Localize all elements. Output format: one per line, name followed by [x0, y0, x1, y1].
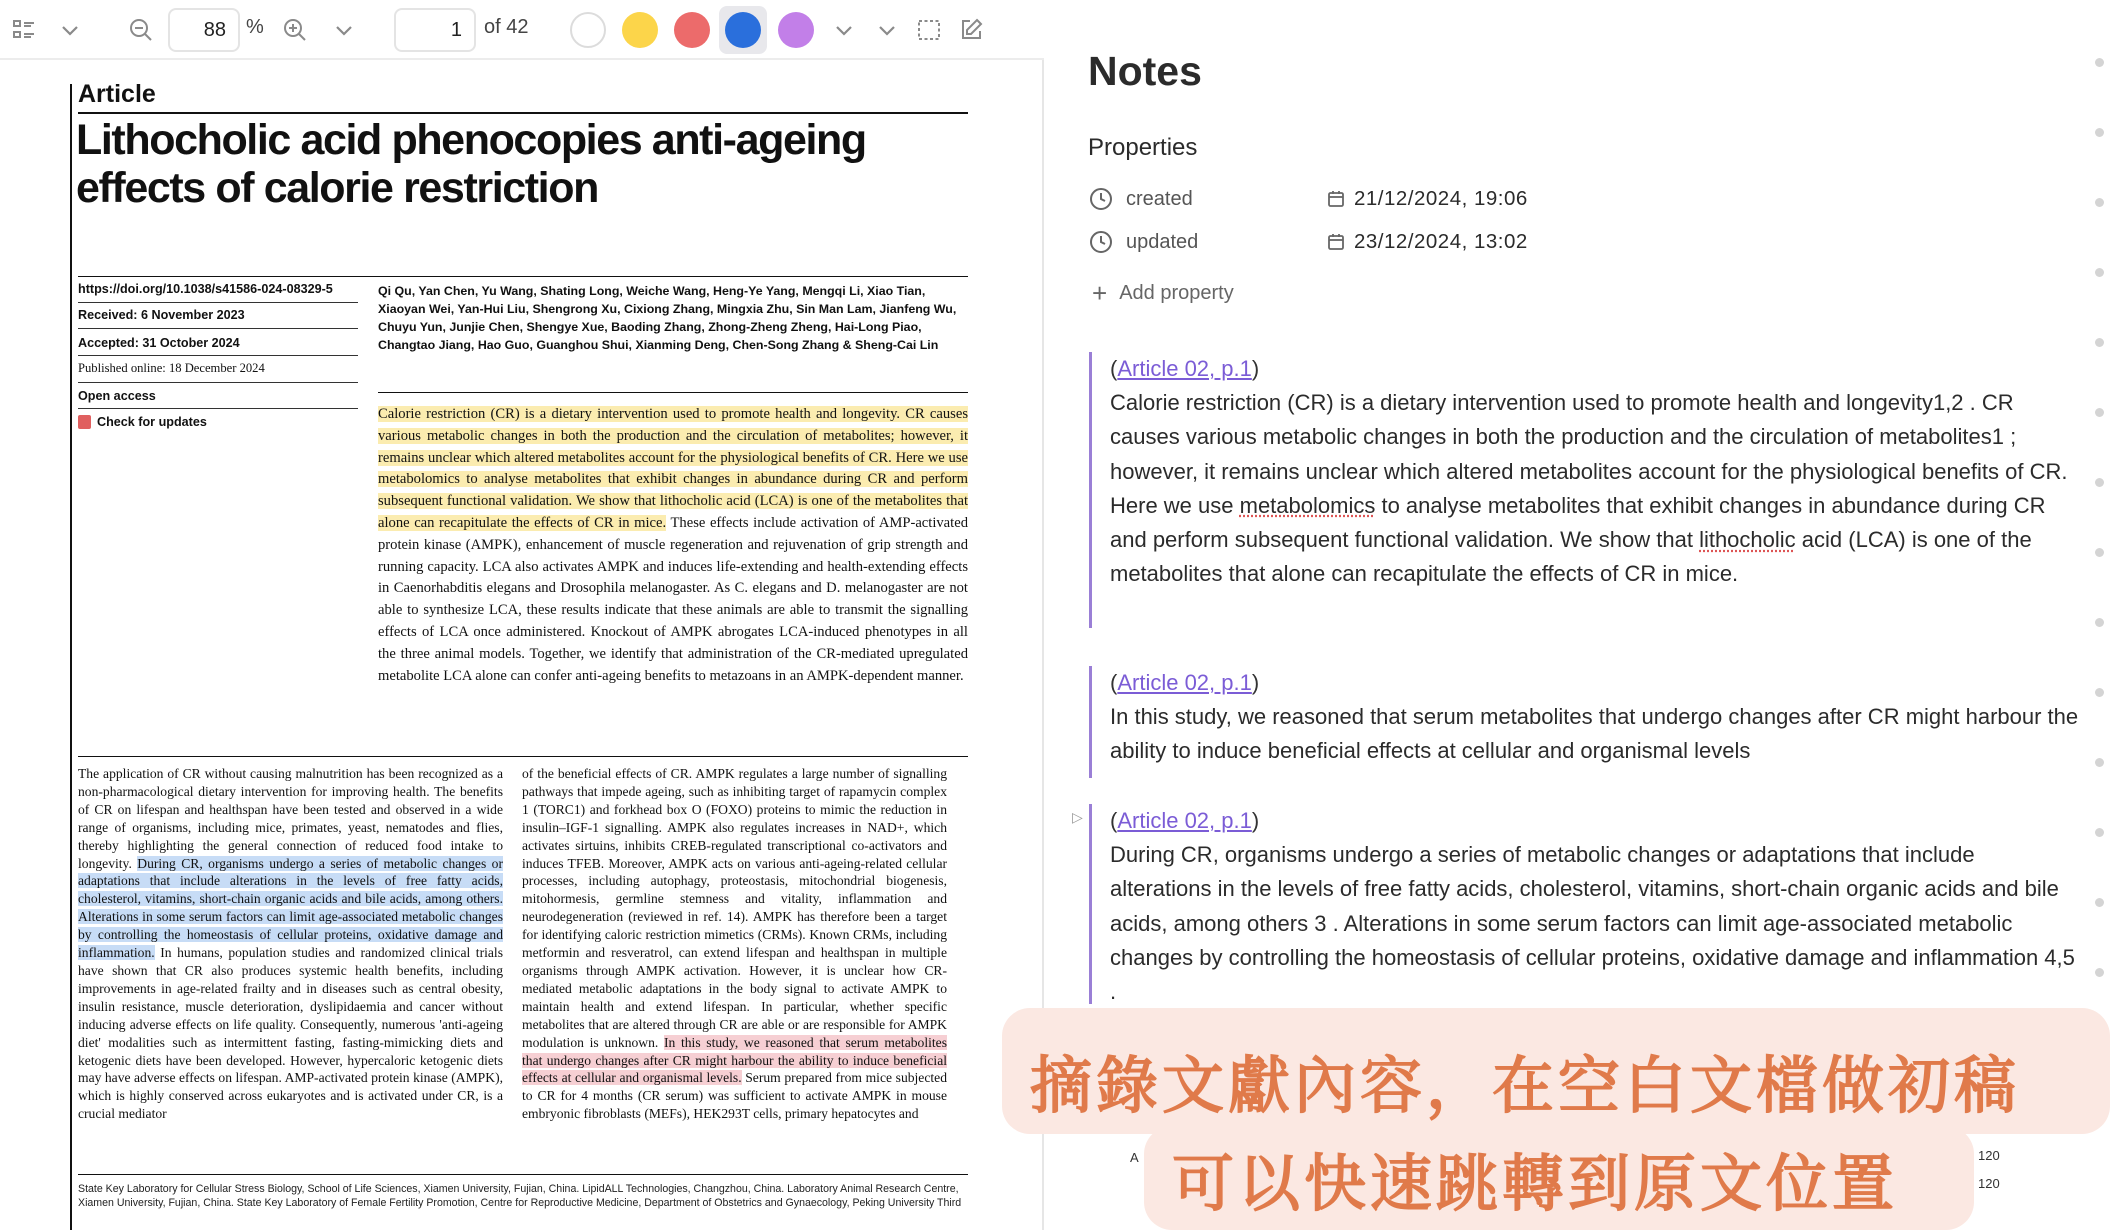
clock-icon	[1088, 186, 1114, 212]
area-select-icon[interactable]	[914, 14, 944, 46]
background-tick-label: 120	[1978, 1148, 2000, 1163]
accepted-date: Accepted: 31 October 2024	[78, 336, 240, 350]
outline-dot[interactable]	[2095, 828, 2104, 837]
check-updates-icon	[78, 415, 91, 429]
source-link[interactable]: Article 02, p.1	[1117, 670, 1252, 695]
caption-line-1: 摘錄文獻內容，在空白文檔做初稿	[1030, 1049, 2021, 1122]
callout-text-segment: acid (LCA) is one of the metabolites that alone can recapitulate the effects of CR in mice.	[1110, 527, 2032, 587]
zoom-input[interactable]: 88	[168, 8, 240, 52]
color-swatch-red[interactable]	[674, 12, 710, 48]
callout-text: In this study, we reasoned that serum metabolites that undergo changes after CR might harbour the ability to induce beneficial effects at cellular and organismal levels	[1110, 704, 2079, 764]
plus-icon: +	[1092, 278, 1108, 308]
callout-text	[1110, 386, 2079, 592]
article-label: Article	[78, 80, 156, 108]
meta-top-rule	[78, 276, 968, 277]
outline-dot[interactable]	[2095, 338, 2104, 347]
property-updated[interactable]	[1088, 227, 1528, 257]
calendar-icon	[1326, 189, 1346, 209]
zoom-out-icon[interactable]	[126, 14, 156, 46]
zoom-unit: %	[246, 16, 264, 38]
zoom-in-icon[interactable]	[280, 14, 310, 46]
caption-line-2: 可以快速跳轉到原文位置	[1172, 1147, 1899, 1220]
body-highlight-red[interactable]: In this study, we reasoned that serum metabolites that undergo changes after CR might harbour the ability to induce beneficial effects at cellular and organismal levels.	[522, 1034, 947, 1086]
body-column-right	[522, 765, 947, 1123]
meta-divider	[78, 328, 358, 329]
footnote-rule	[78, 1174, 968, 1175]
callout-source: (Article 02, p.1)	[1110, 808, 1260, 833]
page-total: of 42	[484, 16, 529, 38]
add-property-label: Add property	[1119, 281, 1234, 304]
outline-dot[interactable]	[2095, 968, 2104, 977]
edit-icon[interactable]	[956, 14, 986, 46]
zoom-menu-chevron-icon[interactable]	[330, 14, 358, 46]
page-number-input[interactable]: 1	[394, 8, 476, 52]
body-column-left	[78, 765, 503, 1123]
highlight-callout[interactable]	[1072, 804, 2079, 1005]
affiliations: State Key Laboratory for Cellular Stress Biology, School of Life Sciences, Xiamen University, Fujian, China. LipidALL Technologies, Changzhou, China. Laboratory Animal Research Centre, Xiamen University, Fujian, China. State Key Laboratory of Female Fertility Promotion, Centre for Reproductive Medicine, Department of Obstetrics and Gynaecology, Peking University Third	[78, 1183, 962, 1209]
outline-dot[interactable]	[2095, 408, 2104, 417]
outline-dot[interactable]	[2095, 128, 2104, 137]
abstract-highlight-yellow[interactable]: Calorie restriction (CR) is a dietary intervention used to promote health and longevity. CR causes various metabolic changes in both the production and the circulation of metabolites; however, it remains unclear which altered metabolites account for the physiological benefits of CR. Here we use metabolomics to analyse metabolites that exhibit changes in abundance during CR and perform subsequent functional validation. We show that lithocholic acid (LCA) is one of the metabolites that alone can recapitulate the effects of CR in mice.	[378, 406, 968, 531]
callout-text-segment: to analyse metabolites that exhibit changes in abundance during CR and perform subsequent functional validation. We show that	[1110, 492, 2046, 553]
outline-dot[interactable]	[2095, 268, 2104, 277]
pdf-viewer-pane	[0, 0, 1044, 1230]
outline-dot[interactable]	[2095, 548, 2104, 557]
updated-datetime: 23/12/2024, 13:02	[1354, 230, 1528, 253]
add-property-button[interactable]	[1092, 280, 1234, 306]
title-top-rule	[78, 112, 968, 114]
outline-dot[interactable]	[2095, 758, 2104, 767]
property-value[interactable]	[1326, 230, 1528, 254]
abstract-top-rule	[378, 392, 968, 393]
highlight-callout[interactable]	[1089, 666, 2079, 778]
property-value[interactable]	[1326, 187, 1528, 211]
meta-divider	[78, 302, 358, 303]
chevron-down-icon[interactable]	[56, 14, 84, 46]
spellcheck-word[interactable]: lithocholic	[1699, 527, 1796, 553]
property-created[interactable]	[1088, 184, 1528, 214]
source-link[interactable]: Article 02, p.1	[1117, 356, 1252, 381]
outline-dot[interactable]	[2095, 898, 2104, 907]
color-swatch-purple[interactable]	[778, 12, 814, 48]
outline-dot[interactable]	[2095, 198, 2104, 207]
body-text: The application of CR without causing malnutrition has been recognized as a non-pharmacological dietary intervention for improving health. The benefits of CR on lifespan and healthspan have been tested and observed in a wide range of organisms, including mice, primates, yeast, nematodes and flies, thereby highlighting the general connection of reduced food intake to longevity.	[78, 766, 503, 871]
highlight-callout[interactable]	[1089, 352, 2079, 628]
open-access-label: Open access	[78, 389, 156, 403]
color-swatch-white[interactable]	[570, 12, 606, 48]
pdf-toolbar	[0, 0, 1044, 60]
page-left-rule	[70, 84, 72, 1230]
check-updates-link[interactable]	[78, 415, 207, 429]
doi-link[interactable]: https://doi.org/10.1038/s41586-024-08329-5	[78, 282, 333, 296]
callout-source: (Article 02, p.1)	[1110, 670, 1260, 695]
fold-chevron-icon[interactable]: ▷	[1072, 809, 1083, 825]
body-text: In humans, population studies and randomized clinical trials have shown that CR also produces systemic health benefits, including improvements in age-related frailty and in diseases such as central obesity, insulin resistance, muscle deterioration, dyslipidaemia and cancer without inducing adverse effects on life quality. Consequently, numerous 'anti-ageing diet' modalities such as intermittent fasting, fasting-mimicking diets and ketogenic diets have been developed. However, hypercaloric ketogenic diets may have adverse effects on lifespan. AMP-activated protein kinase (AMPK), which is highly conserved across eukaryotes and is activated under CR, is a crucial mediator	[78, 945, 503, 1122]
property-name: created	[1126, 187, 1193, 210]
property-name: updated	[1126, 230, 1199, 253]
calendar-icon	[1326, 232, 1346, 252]
properties-heading[interactable]: Properties	[1088, 134, 1198, 161]
outline-dot[interactable]	[2095, 58, 2104, 67]
author-list: Qi Qu, Yan Chen, Yu Wang, Shating Long, Weiche Wang, Heng-Ye Yang, Mengqi Li, Xiao Tian, Xiaoyan Wei, Yan-Hui Liu, Shengrong Xu, Cixiong Zhang, Mingxia Zhu, Sin Man Lam, Jianfeng Wu, Chuyu Yun, Junjie Chen, Shengye Xue, Baoding Zhang, Zhong-Zheng Zheng, Hai-Long Piao, Changtao Jiang, Hao Guo, Guanghou Shui, Xianming Deng, Chen-Song Zhang & Sheng-Cai Lin	[378, 284, 957, 352]
callout-text: During CR, organisms undergo a series of metabolic changes or adaptations that include alterations in the levels of free fatty acids, cholesterol, vitamins, short-chain organic acids and bile acids, among others 3 . Alterations in some serum factors can limit age-associated metabolic changes by controlling the homeostasis of cellular proteins, oxidative damage and inflammation 4,5 .	[1110, 842, 2075, 1005]
paper-title: Lithocholic acid phenocopies anti-ageing effects of calorie restriction	[76, 116, 866, 212]
outline-dot[interactable]	[2095, 618, 2104, 627]
outline-dot[interactable]	[2095, 478, 2104, 487]
body-highlight-blue[interactable]: During CR, organisms undergo a series of metabolic changes or adaptations that include alterations in the levels of free fatty acids, cholesterol, vitamins, short-chain organic acids and bile acids, among others. Alterations in some serum factors can limit age-associated metabolic changes by controlling the homeostasis of cellular proteins, oxidative damage and inflammation.	[78, 855, 503, 961]
background-axis-label: A	[1130, 1150, 1139, 1165]
callout-source: (Article 02, p.1)	[1110, 356, 1260, 381]
check-updates-label: Check for updates	[97, 415, 207, 429]
color-swatch-yellow[interactable]	[622, 12, 658, 48]
more-chevron-icon[interactable]	[873, 14, 901, 46]
meta-divider	[78, 355, 358, 356]
body-text: of the beneficial effects of CR. AMPK regulates a large number of signalling pathways that impede ageing, such as inhibiting target of rapamycin complex 1 (TORC1) and forkhead box O (FOXO) proteins to mimic the reduction in insulin–IGF-1 signalling. AMPK also regulates increases in NAD+, which activates sirtuins, inhibits CREB-regulated transcriptional co-activators and induces TFEB. Moreover, AMPK acts on various anti-ageing-related cellular processes, including autophagy, proteostasis, mitochondrial biogenesis, mitohormesis, germline stemness and vitality, inflammation and neurodegeneration (reviewed in ref. 14). AMPK has therefore been a target for identifying caloric restriction mimetics (CRMs). Known CRMs, including metformin and resveratrol, can extend lifespan and healthspan in multiple organisms through AMPK activation. However, it is unclear how CR-mediated metabolic adaptations in the body signal to activate AMPK to maintain health and extend lifespan. In particular, whether specific metabolites that are altered through CR are able or are responsible for AMPK modulation is unknown.	[522, 766, 947, 1050]
outline-dot[interactable]	[2095, 688, 2104, 697]
note-title[interactable]: Notes	[1088, 48, 1202, 94]
sidebar-toggle-icon[interactable]	[8, 14, 40, 46]
pdf-page	[10, 62, 1016, 1230]
meta-divider	[78, 408, 358, 409]
callout-text-segment: Calorie restriction (CR) is a dietary intervention used to promote health and longevity1,2 . CR causes various metabolic changes in both the production and the circulation of metabolites1 ; however, it remains unclear which altered metabolites account for the physiological benefits of CR. Here we use	[1110, 390, 2068, 518]
abstract	[378, 404, 968, 687]
published-date: Published online: 18 December 2024	[78, 361, 265, 375]
abstract-text: These effects include activation of AMP-activated protein kinase (AMPK), enhancement of muscle regeneration and rejuvenation of grip strength and running capacity. LCA also activates AMPK and induces life-extending and health-extending effects in Caenorhabditis elegans and Drosophila melanogaster. As C. elegans and D. melanogaster are not able to synthesize LCA, these results indicate that these animals are able to transmit the signalling effects of LCA once administered. Knockout of AMPK abrogates LCA-induced phenotypes in all the three animal models. Together, we identify that administration of the CR-mediated upregulated metabolite LCA alone can confer anti-ageing benefits to metazoans in an AMPK-dependent manner.	[378, 514, 968, 684]
created-datetime: 21/12/2024, 19:06	[1354, 187, 1528, 210]
clock-icon	[1088, 229, 1114, 255]
meta-divider	[78, 382, 358, 383]
body-text: Serum prepared from mice subjected to CR for 4 months (CR serum) was sufficient to activate AMPK in mouse embryonic fibroblasts (MEFs), HEK293T cells, primary hepatocytes and	[522, 1070, 947, 1122]
background-tick-label: 120	[1978, 1176, 2000, 1191]
spellcheck-word[interactable]: metabolomics	[1239, 492, 1376, 518]
received-date: Received: 6 November 2023	[78, 308, 245, 322]
color-menu-chevron-icon[interactable]	[830, 14, 858, 46]
color-swatch-blue[interactable]	[725, 12, 761, 48]
body-top-rule	[78, 756, 968, 757]
source-link[interactable]: Article 02, p.1	[1117, 808, 1252, 833]
